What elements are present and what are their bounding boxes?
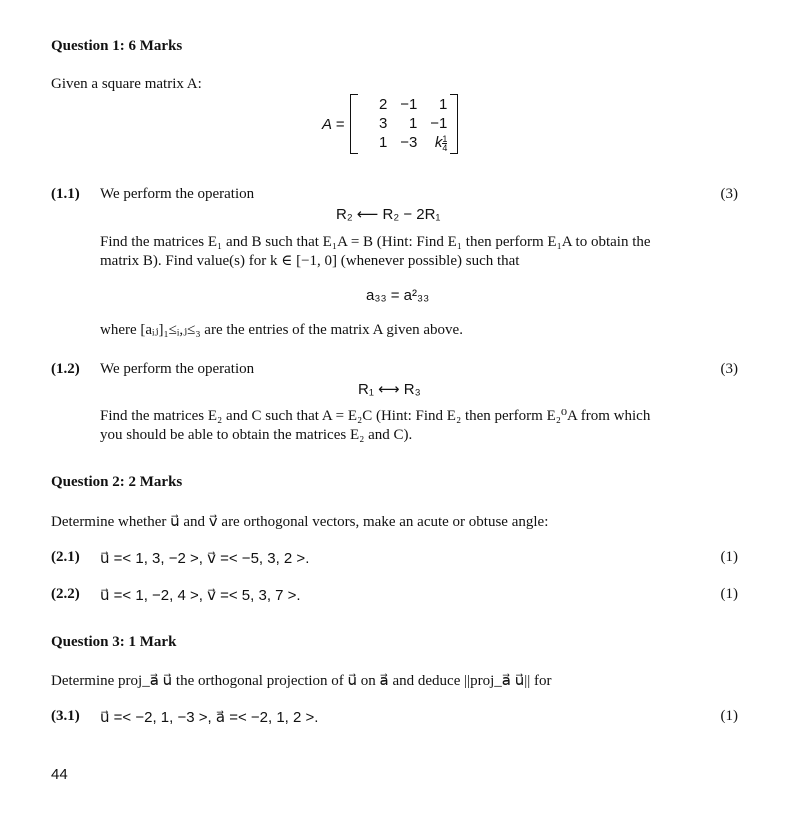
part-1-2-marks: (3)	[720, 361, 738, 377]
part-1-1-instructions	[100, 233, 720, 271]
matrix-cell: 1	[379, 133, 388, 151]
part-3-1-text: u⃗ =< −2, 1, −3 >, a⃗ =< −2, 1, 2 >.	[100, 709, 319, 726]
matrix-grid	[358, 96, 450, 153]
matrix-cell: 3	[379, 114, 388, 132]
part-3-1-marks: (1)	[720, 708, 738, 724]
question-1-title: Question 1: 6 Marks	[51, 38, 183, 54]
matrix-cell-k: k $\frac{1}{4}$	[434, 133, 448, 153]
question-3-intro: Determine proj_a⃗ u⃗ the orthogonal projection of u⃗ on a⃗ and deduce ||proj_a⃗ u⃗|| for	[51, 673, 552, 689]
part-1-1-where: where [aᵢⱼ]₁≤ᵢ,ⱼ≤₃ are the entries of the matrix A given above.	[100, 322, 463, 338]
question-2-intro: Determine whether u⃗ and v⃗ are orthogonal vectors, make an acute or obtuse angle:	[51, 514, 549, 530]
part-2-1-label: (2.1)	[51, 549, 80, 565]
part-2-1-marks: (1)	[720, 549, 738, 565]
part-2-2-marks: (1)	[720, 586, 738, 602]
part-1-1-marks: (3)	[720, 186, 738, 202]
matrix-cell: 2	[379, 95, 388, 113]
part-1-1-operation: R₂ ⟵ R₂ − 2R₁	[336, 206, 441, 223]
part-1-2-text: We perform the operation	[100, 361, 255, 377]
matrix-cell: −3	[400, 133, 418, 151]
matrix-left-bracket	[350, 94, 358, 154]
part-2-2-label: (2.2)	[51, 586, 80, 602]
part-1-1-label: (1.1)	[51, 186, 80, 202]
k-exponent: $\frac{1}{4}$	[442, 133, 448, 153]
matrix-cell: −1	[400, 95, 418, 113]
part-3-1-label: (3.1)	[51, 708, 80, 724]
part-1-1-line-1: Find the matrices E₁ and B such that E₁A = B (Hint: Find E₁ then perform E₁A to obtain the	[100, 234, 651, 250]
question-2-title: Question 2: 2 Marks	[51, 474, 183, 490]
matrix-cell: −1	[430, 114, 448, 132]
page-number: 44	[51, 766, 68, 783]
part-1-2-line-1: Find the matrices E₂ and C such that A = E₂C (Hint: Find E₂ then perform E₂⁰A from which	[100, 408, 651, 424]
matrix-cell: 1	[439, 95, 448, 113]
matrix-cell: 1	[409, 114, 418, 132]
part-1-1-equation: a₃₃ = a²₃₃	[366, 287, 430, 304]
question-3-title: Question 3: 1 Mark	[51, 634, 177, 650]
part-1-1-text: We perform the operation	[100, 186, 255, 202]
part-2-2-text: u⃗ =< 1, −2, 4 >, v⃗ =< 5, 3, 7 >.	[100, 587, 301, 604]
part-1-2-label: (1.2)	[51, 361, 80, 377]
matrix-label: A =	[322, 115, 345, 133]
part-1-2-instructions	[100, 407, 720, 445]
part-1-2-operation: R₁ ⟷ R₃	[358, 381, 421, 398]
part-1-2-line-2: you should be able to obtain the matrices E₂ and C).	[100, 427, 413, 443]
part-1-1-line-2: matrix B). Find value(s) for k ∈ [−1, 0] (whenever possible) such that	[100, 253, 520, 269]
matrix-right-bracket	[450, 94, 458, 154]
question-1-intro: Given a square matrix A:	[51, 76, 202, 92]
part-2-1-text: u⃗ =< 1, 3, −2 >, v⃗ =< −5, 3, 2 >.	[100, 550, 310, 567]
matrix-a	[322, 94, 458, 154]
